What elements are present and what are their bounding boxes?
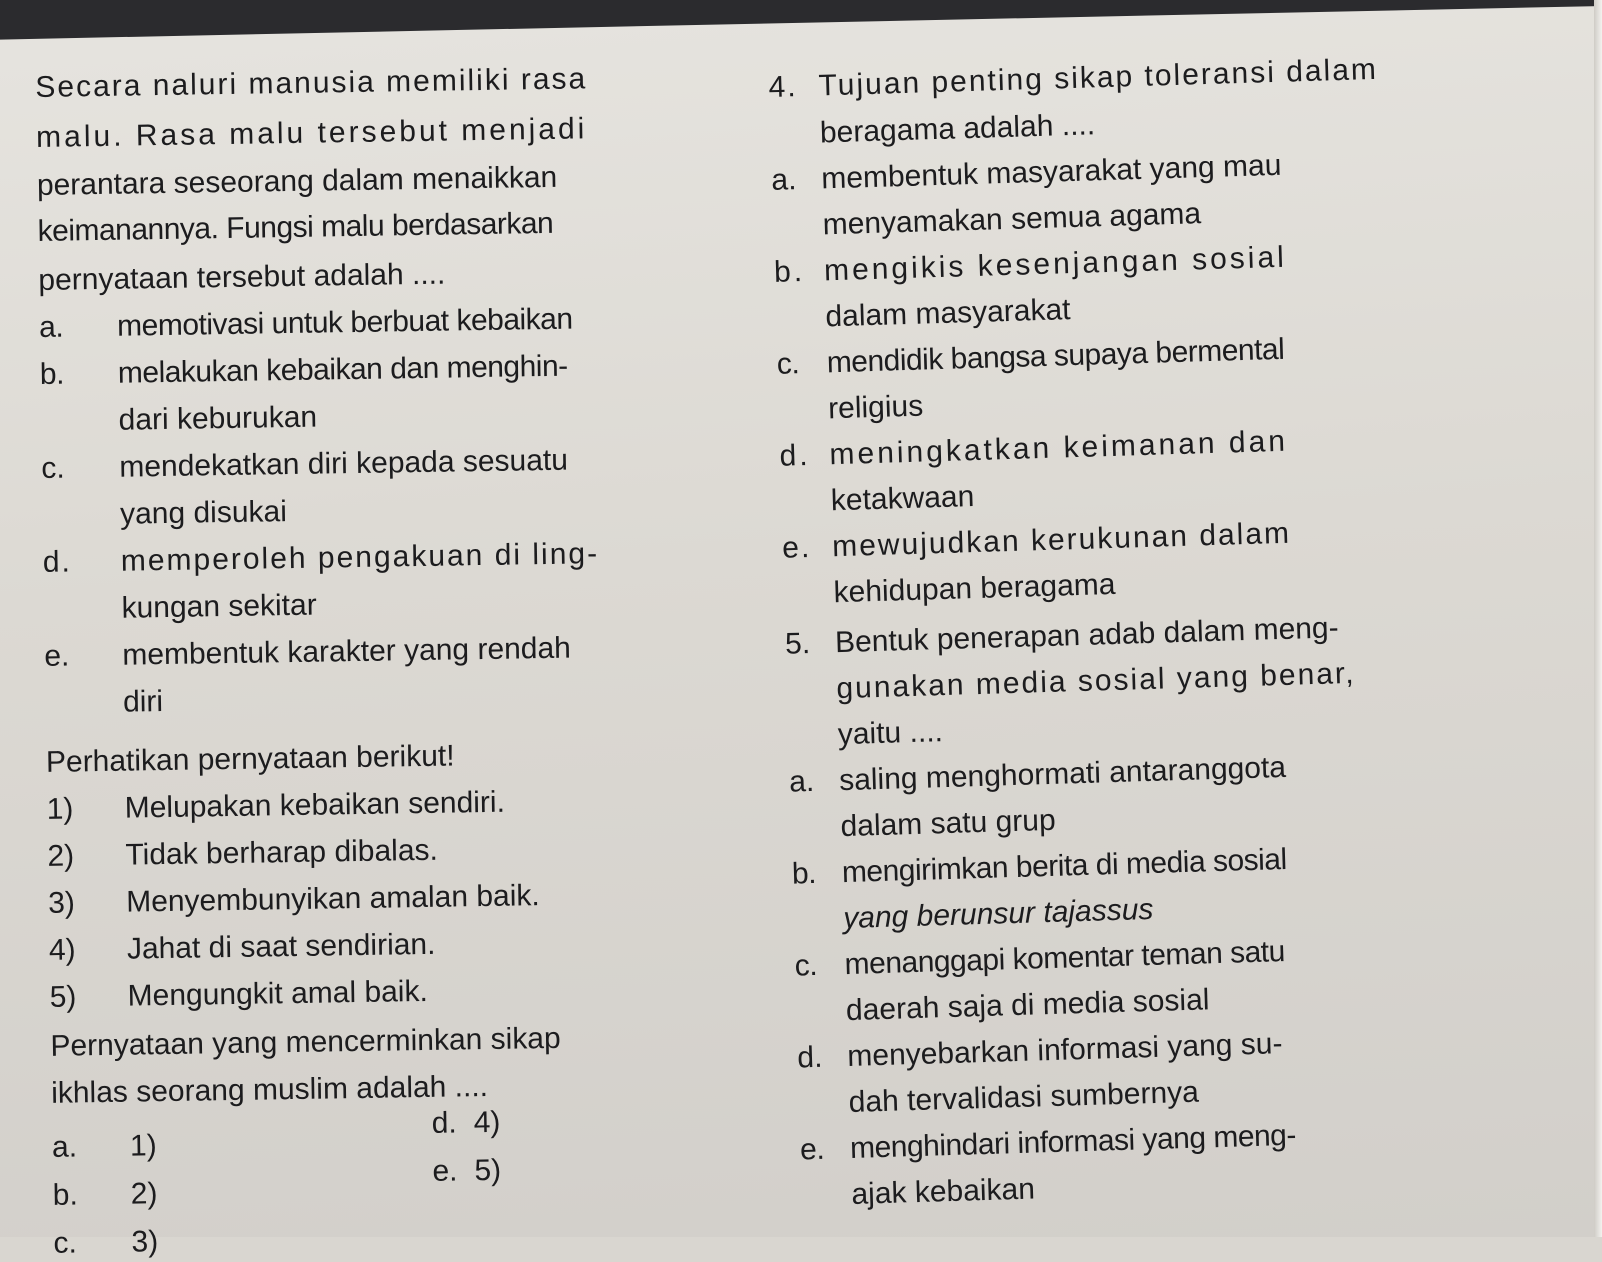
option-text: meningkatkan keimanan dan [829, 424, 1289, 472]
option-continuation: dah tervalidasi sumbernya [848, 1075, 1200, 1120]
option-letter: b. [791, 856, 817, 891]
question-line: ikhlas seorang muslim adalah .... [50, 1070, 489, 1110]
statement-text: Melupakan kebaikan sendiri. [124, 785, 506, 825]
statement-text: Jahat di saat sendirian. [126, 927, 436, 966]
q5-stem [785, 610, 1340, 662]
option-letter: c. [776, 347, 800, 381]
statement-3 [48, 878, 540, 922]
option-text: menanggapi komentar teman satu [844, 935, 1286, 982]
question-number: 4. [768, 70, 799, 104]
statement-number: 2) [47, 839, 75, 873]
option-letter: c. [41, 451, 65, 485]
statement-4 [49, 927, 436, 969]
q5-option-a [789, 750, 1287, 801]
option-letter: e. [781, 530, 812, 565]
q4-option-b [774, 240, 1288, 291]
answer-value: 2) [130, 1177, 158, 1211]
q5-option-e [800, 1118, 1297, 1169]
answer-value: 3) [131, 1225, 159, 1259]
q5-option-b [791, 842, 1287, 893]
answer-a [52, 1128, 157, 1166]
option-text: melakukan kebaikan dan menghin- [117, 349, 568, 390]
answer-letter: e. [432, 1154, 458, 1188]
question-text: Tujuan penting sikap toleransi dalam [818, 52, 1379, 103]
option-text: menghindari informasi yang meng- [849, 1118, 1297, 1166]
option-c [41, 443, 568, 487]
instruction: Perhatikan pernyataan berikut! [45, 739, 455, 779]
statement-text: Menyembunyikan amalan baik. [125, 879, 540, 919]
answer-d [431, 1105, 500, 1142]
q4-option-e [782, 516, 1292, 567]
option-letter: a. [788, 764, 815, 799]
option-e [44, 631, 571, 675]
q4-option-c [776, 332, 1284, 383]
answer-b [53, 1176, 158, 1214]
statement-2 [47, 833, 438, 875]
option-continuation: daerah saja di media sosial [845, 983, 1210, 1028]
option-letter: e. [799, 1132, 825, 1167]
q5-stem-continuation: yaitu .... [837, 715, 944, 752]
option-letter: d. [779, 438, 812, 473]
option-text: menyebarkan informasi yang su- [846, 1027, 1283, 1074]
answer-e [432, 1153, 501, 1190]
option-continuation: ajak kebaikan [850, 1172, 1036, 1211]
option-a [39, 302, 573, 346]
option-letter: c. [794, 948, 818, 983]
option-continuation: yang disukai [119, 495, 288, 531]
question-number: 5. [784, 626, 811, 661]
option-letter: b. [39, 357, 65, 391]
q4-stem-continuation: beragama adalah .... [819, 108, 1096, 150]
option-letter: d. [796, 1040, 823, 1075]
statement-number: 4) [48, 933, 76, 967]
option-b [40, 349, 568, 393]
option-text: mengikis kesenjangan sosial [823, 240, 1288, 288]
option-continuation: menyamakan semua agama [822, 197, 1202, 242]
q4-option-a [771, 148, 1282, 199]
option-text: mendidik bangsa supaya bermental [826, 332, 1285, 380]
answer-letter: c. [53, 1226, 78, 1260]
question-text: Bentuk penerapan adab dalam meng- [834, 611, 1340, 660]
intro-line: malu. Rasa malu tersebut menjadi [35, 112, 588, 154]
statement-number: 3) [47, 886, 76, 920]
option-continuation: diri [122, 685, 164, 719]
answer-letter: b. [52, 1178, 79, 1212]
answer-letter: d. [431, 1106, 457, 1140]
intro-line: pernyataan tersebut adalah .... [38, 257, 446, 297]
option-continuation: kehidupan beragama [833, 567, 1116, 610]
q4-option-d [779, 424, 1288, 475]
statement-text: Mengungkit amal baik. [127, 974, 429, 1013]
q5-option-c [794, 934, 1285, 985]
statement-number: 1) [46, 792, 74, 826]
option-text: saling menghormati antaranggota [838, 750, 1287, 798]
option-continuation: dari keburukan [118, 400, 318, 437]
option-text: membentuk karakter yang rendah [122, 631, 572, 672]
option-letter: a. [770, 163, 797, 197]
intro-line: keimanannya. Fungsi malu berdasarkan [37, 206, 554, 248]
page-right-edge [1594, 0, 1602, 1237]
intro-line: Secara naluri manusia memiliki rasa [35, 62, 588, 104]
option-letter: e. [44, 639, 70, 673]
statement-1 [46, 785, 505, 828]
option-text: mendekatkan diri kepada sesuatu [119, 443, 569, 484]
page-top-edge-shadow [0, 0, 1602, 40]
q4-stem [768, 52, 1378, 106]
question-line: Pernyataan yang mencerminkan sikap [50, 1021, 561, 1063]
option-continuation: dalam masyarakat [824, 293, 1071, 334]
answer-c [53, 1224, 158, 1262]
option-text: memotivasi untuk berbuat kebaikan [116, 302, 573, 343]
option-continuation: religius [827, 389, 924, 426]
option-text: mengirimkan berita di media sosial [841, 842, 1288, 890]
option-text: membentuk masyarakat yang mau [820, 148, 1282, 196]
intro-line: perantara seseorang dalam menaikkan [36, 160, 558, 202]
answer-value: 4) [473, 1105, 501, 1140]
answer-letter: a. [51, 1130, 78, 1164]
option-text: memperoleh pengakuan di ling- [120, 537, 600, 578]
answer-value: 5) [474, 1153, 502, 1188]
option-d [43, 536, 600, 581]
answer-value: 1) [129, 1129, 157, 1163]
q5-stem-continuation: gunakan media sosial yang benar, [835, 656, 1357, 706]
option-letter: a. [38, 310, 64, 344]
statement-number: 5) [49, 980, 77, 1014]
statement-text: Tidak berharap dibalas. [125, 833, 439, 872]
option-letter: d. [42, 545, 73, 579]
statement-5 [49, 974, 428, 1016]
option-continuation: dalam satu grup [840, 803, 1057, 844]
q5-option-d [797, 1026, 1283, 1076]
option-text: mewujudkan kerukunan dalam [831, 516, 1292, 564]
option-continuation: yang berunsur tajassus [842, 892, 1154, 936]
option-letter: b. [773, 254, 806, 289]
option-continuation: ketakwaan [830, 480, 975, 518]
option-continuation: kungan sekitar [121, 588, 317, 625]
